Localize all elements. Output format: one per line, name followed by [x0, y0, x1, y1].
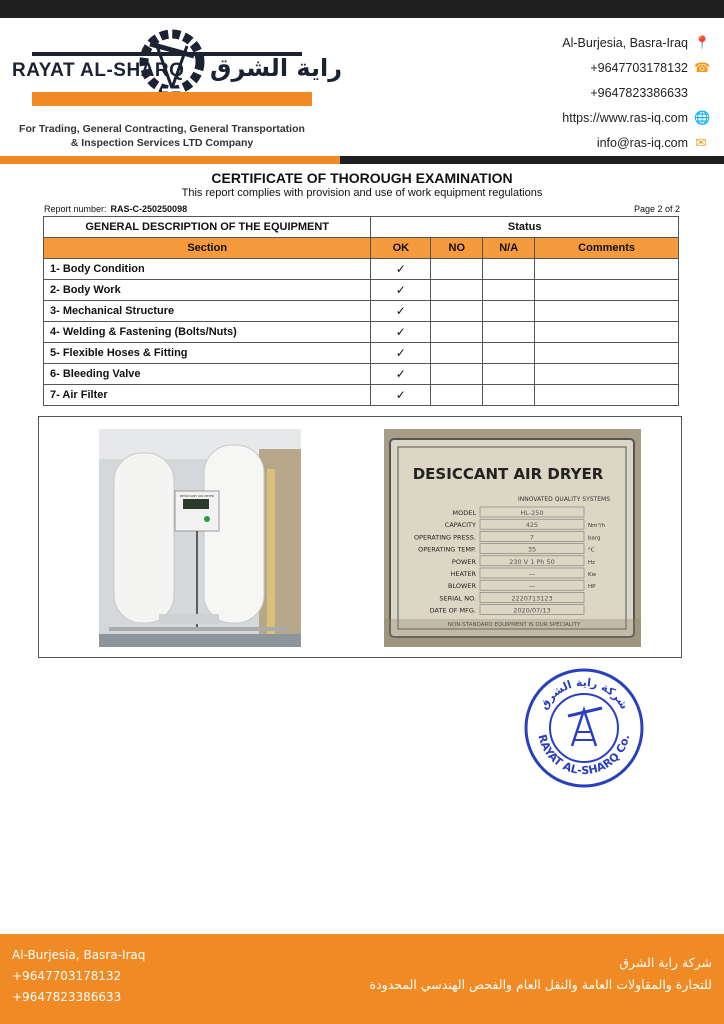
no-cell [431, 301, 483, 322]
nameplate-field-label: POWER [451, 557, 476, 566]
ok-check: ✓ [371, 343, 431, 364]
nameplate-photo [384, 429, 641, 647]
ok-check: ✓ [371, 301, 431, 322]
na-cell [483, 301, 535, 322]
nameplate-field-value: HL-250 [520, 509, 544, 517]
row-item: 1- Body Condition [44, 259, 371, 280]
report-number-label: Report number: [44, 204, 107, 214]
nameplate-field-label: MODEL [452, 509, 476, 517]
nameplate-field-value: — [528, 582, 536, 591]
nameplate-field-unit: barg [588, 535, 601, 542]
table-header-row [44, 217, 679, 238]
na-header: N/A [483, 238, 535, 259]
ok-check: ✓ [371, 259, 431, 280]
header-divider [0, 156, 724, 164]
panel-label: DESICCANT AIR DRYER [179, 494, 215, 498]
company-tagline [12, 122, 312, 150]
row-item: 4- Welding & Fastening (Bolts/Nuts) [44, 322, 371, 343]
certificate-subtitle: This report complies with provision and use of work equipment regulations [181, 187, 543, 199]
certificate-title: CERTIFICATE OF THOROUGH EXAMINATION [211, 170, 513, 186]
nameplate-field-label: DATE OF MFG. [429, 606, 476, 615]
row-item: 5- Flexible Hoses & Fitting [44, 343, 371, 364]
company-stamp [522, 666, 646, 790]
table-row [44, 259, 679, 280]
na-cell [483, 385, 535, 406]
report-number-value: RAS-C-250250098 [110, 204, 188, 214]
nameplate-field-label: OPERATING PRESS. [413, 533, 476, 542]
tagline-line-1: For Trading, General Contracting, General Transportation [19, 123, 305, 135]
contact-address [478, 30, 711, 55]
tagline-line-2: & Inspection Services LTD Company [70, 137, 254, 149]
email-link[interactable]: info@ras-iq.com [596, 135, 688, 150]
status-header: Status [371, 217, 679, 238]
nameplate-field-unit: Kw [588, 572, 597, 578]
footer-phone-1: +9647703178132 [12, 969, 122, 983]
inspection-table [43, 216, 679, 406]
nameplate-field-value: 425 [525, 521, 539, 530]
location-icon: 📍 [694, 34, 711, 50]
globe-icon: 🌐 [694, 109, 711, 125]
mail-icon: ✉ [695, 134, 707, 150]
ok-check: ✓ [371, 280, 431, 301]
footer-contact [12, 945, 145, 1008]
na-cell [483, 322, 535, 343]
phone-2-text: +9647823386633 [590, 85, 688, 100]
section-header: Section [44, 238, 371, 259]
ok-check: ✓ [371, 385, 431, 406]
footer-arabic-line-1: شركة راية الشرق [619, 955, 712, 970]
table-row [44, 301, 679, 322]
footer-arabic [370, 952, 712, 996]
ok-header: OK [371, 238, 431, 259]
general-description-header: GENERAL DESCRIPTION OF THE EQUIPMENT [44, 217, 371, 238]
equipment-photo [99, 429, 301, 647]
na-cell [483, 259, 535, 280]
page-footer [0, 934, 724, 1024]
ok-check: ✓ [371, 364, 431, 385]
footer-address: Al-Burjesia, Basra-Iraq [12, 948, 146, 962]
company-name-en: RAYAT AL-SHARQ [12, 60, 185, 81]
phone-1-text: +9647703178132 [590, 60, 688, 75]
page-indicator: Page 2 of 2 [633, 204, 680, 214]
no-cell [431, 364, 483, 385]
nameplate-field-unit: Hz [588, 559, 596, 566]
nameplate-field-value: 230 V 1 Ph 50 [509, 557, 555, 566]
comments-cell [535, 364, 679, 385]
comments-cell [535, 343, 679, 364]
row-item: 2- Body Work [44, 280, 371, 301]
nameplate-field-label: OPERATING TEMP. [418, 545, 476, 554]
nameplate-field-value: 2020/07/13 [513, 606, 551, 615]
nameplate-field-label: HEATER [450, 570, 476, 578]
no-cell [431, 280, 483, 301]
nameplate-footer: NON-STANDARD EQUIPMENT IS OUR SPECIALITY [447, 622, 581, 628]
contact-website[interactable] [478, 105, 711, 130]
comments-cell [535, 301, 679, 322]
contact-phone-2 [478, 80, 708, 105]
footer-phone-2: +9647823386633 [12, 990, 122, 1004]
top-bar [0, 0, 724, 18]
comments-cell [535, 259, 679, 280]
oil-rig-icon [568, 708, 602, 746]
comments-cell [535, 322, 679, 343]
no-cell [431, 343, 483, 364]
photo-panel [38, 416, 682, 658]
row-item: 7- Air Filter [44, 385, 371, 406]
website-link[interactable]: https://www.ras-iq.com [562, 110, 688, 125]
comments-cell [535, 385, 679, 406]
contact-info [478, 30, 711, 155]
nameplate-field-value: — [528, 570, 536, 578]
no-cell [431, 385, 483, 406]
nameplate-field-value: 35 [527, 545, 537, 554]
nameplate-field-label: BLOWER [447, 582, 476, 591]
row-item: 6- Bleeding Valve [44, 364, 371, 385]
nameplate-field-unit: HP [588, 584, 596, 591]
comments-cell [535, 280, 679, 301]
table-row [44, 280, 679, 301]
row-item: 3- Mechanical Structure [44, 301, 371, 322]
table-row [44, 385, 679, 406]
footer-arabic-line-2: للتجارة والمقاولات العامة والنقل العام والفحص الهندسي المحدودة [369, 977, 712, 992]
na-cell [483, 280, 535, 301]
nameplate-field-value: 2220713123 [511, 594, 553, 603]
phone-icon: ☎ [694, 59, 711, 75]
contact-email[interactable] [478, 130, 708, 155]
nameplate-maker: INNOVATED QUALITY SYSTEMS [518, 496, 610, 503]
nameplate-field-unit: Nm³/h [588, 523, 606, 530]
table-row [44, 322, 679, 343]
stamp-english-text: RAYAT AL-SHARQ Co. [535, 732, 633, 778]
comments-header: Comments [535, 238, 679, 259]
nameplate-field-label: SERIAL NO. [439, 594, 476, 603]
no-cell [431, 259, 483, 280]
ok-check: ✓ [371, 322, 431, 343]
nameplate-field-value: 7 [529, 533, 535, 542]
na-cell [483, 343, 535, 364]
company-name-ar: راية الشرق [210, 54, 343, 82]
stamp-arabic-text: شركة راية الشرق [537, 675, 631, 712]
table-row [44, 364, 679, 385]
table-row [44, 343, 679, 364]
nameplate-field-label: CAPACITY [444, 521, 476, 530]
na-cell [483, 364, 535, 385]
table-section-row [44, 238, 679, 259]
no-header: NO [431, 238, 483, 259]
address-text: Al-Burjesia, Basra-Iraq [562, 35, 688, 50]
nameplate-field-unit: °C [588, 547, 595, 554]
contact-phone-1 [478, 55, 711, 80]
no-cell [431, 322, 483, 343]
report-number [44, 204, 187, 214]
nameplate-title: DESICCANT AIR DRYER [412, 465, 604, 483]
